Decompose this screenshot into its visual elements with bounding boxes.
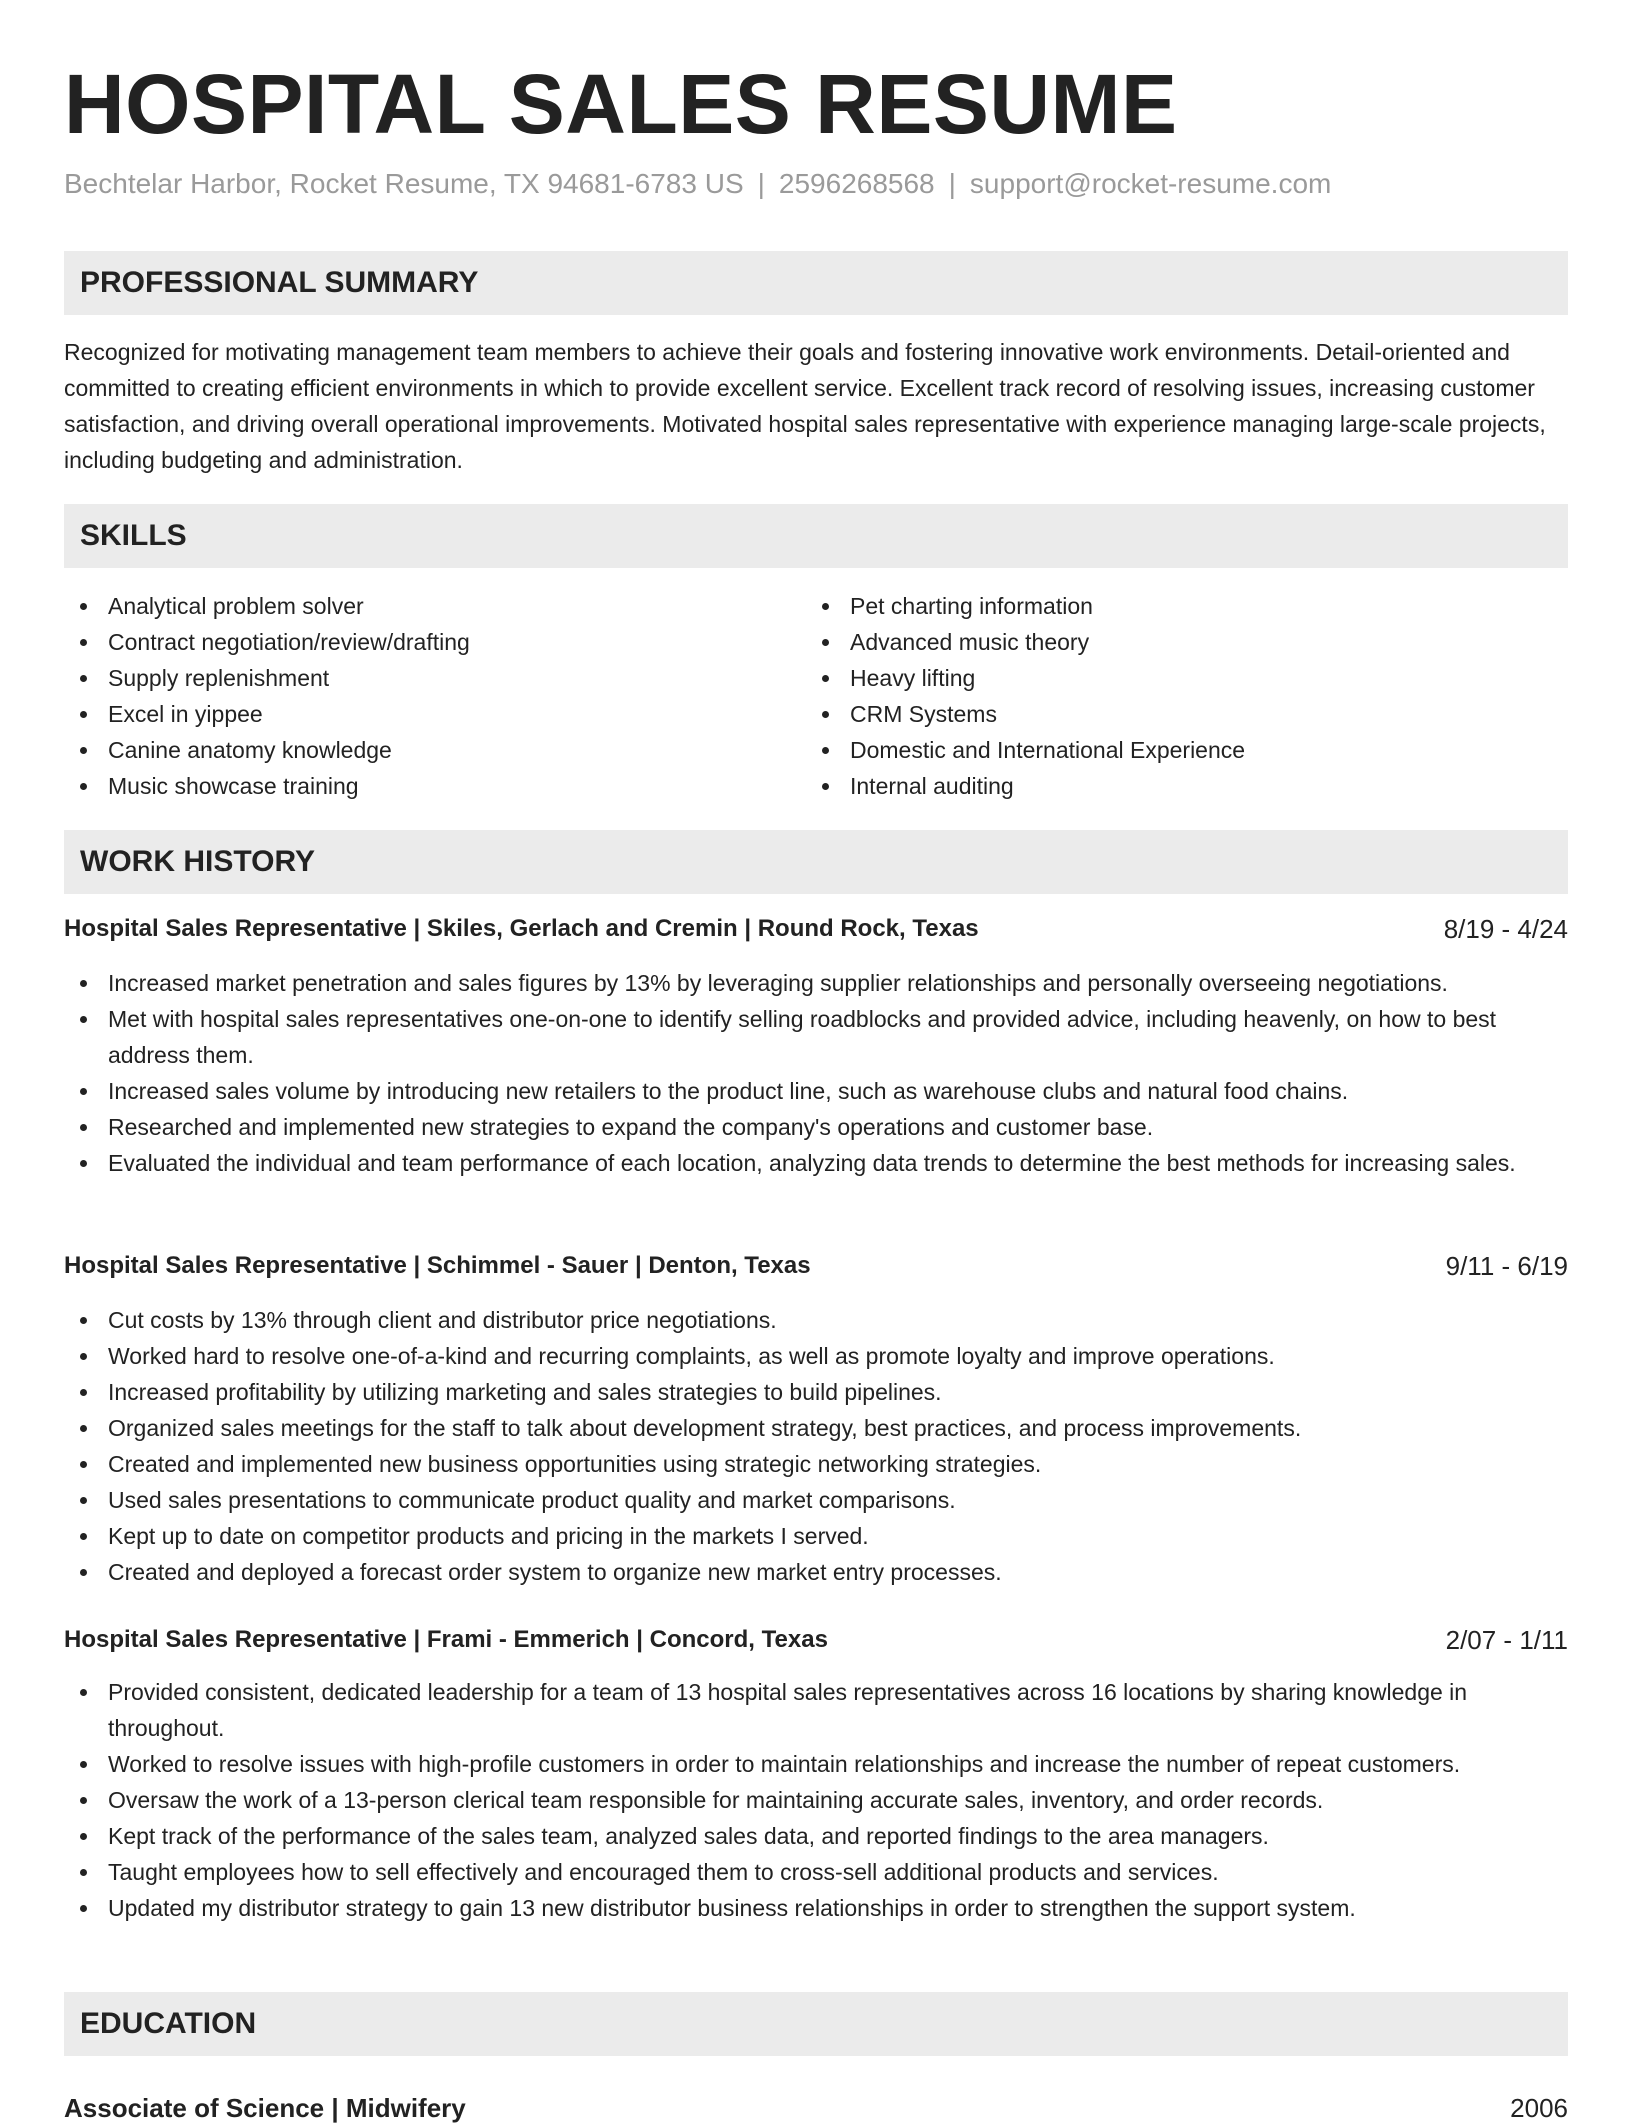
skill-item: Analytical problem solver (64, 588, 806, 624)
section-heading-skills: SKILLS (64, 504, 1568, 568)
skills-list (64, 588, 1568, 804)
job-dates: 8/19 - 4/24 (1443, 914, 1568, 944)
skill-item: Advanced music theory (806, 624, 1548, 660)
contact-separator: | (948, 168, 956, 199)
education-degree: Associate of Science | Midwifery (64, 2093, 466, 2123)
job-bullet: Increased market penetration and sales figures by 13% by leveraging supplier relationships and personally overseeing negotiations. (64, 965, 1568, 1001)
section-heading-work: WORK HISTORY (64, 830, 1568, 894)
skill-item: Music showcase training (64, 768, 806, 804)
skills-column-left (64, 588, 806, 804)
job-dates: 9/11 - 6/19 (1445, 1251, 1568, 1281)
job-bullet: Organized sales meetings for the staff to talk about development strategy, best practices, and process improvements. (64, 1410, 1568, 1446)
job-bullet: Oversaw the work of a 13-person clerical team responsible for maintaining accurate sales, inventory, and order records. (64, 1782, 1568, 1818)
job-bullet: Created and implemented new business opportunities using strategic networking strategies. (64, 1446, 1568, 1482)
job-header (64, 1622, 1568, 1658)
skill-item: Excel in yippee (64, 696, 806, 732)
section-heading-summary: PROFESSIONAL SUMMARY (64, 251, 1568, 315)
job-header (64, 1248, 1568, 1284)
education-entry (64, 2090, 1568, 2126)
job-bullet: Kept up to date on competitor products and pricing in the markets I served. (64, 1518, 1568, 1554)
skill-item: Canine anatomy knowledge (64, 732, 806, 768)
contact-line (64, 166, 1331, 202)
contact-separator: | (757, 168, 765, 199)
job-bullet: Worked to resolve issues with high-profile customers in order to maintain relationships and increase the number of repeat customers. (64, 1746, 1568, 1782)
job-title: Hospital Sales Representative | Schimmel - Sauer | Denton, Texas (64, 1252, 811, 1279)
summary-text: Recognized for motivating management team members to achieve their goals and fostering innovative work environments. Detail-oriented and committed to creating efficient environments in which to provide excellent service. Excellent track record of resolving issues, increasing customer satisfaction, and driving overall operational improvements. Motivated hospital sales representative with experience managing large-scale projects, including budgeting and administration. (64, 339, 1546, 473)
job-bullet: Created and deployed a forecast order system to organize new market entry processes. (64, 1554, 1568, 1590)
job-bullet: Cut costs by 13% through client and distributor price negotiations. (64, 1302, 1568, 1338)
job-bullet: Increased sales volume by introducing new retailers to the product line, such as warehouse clubs and natural food chains. (64, 1073, 1568, 1109)
skill-item: Internal auditing (806, 768, 1548, 804)
skill-item: CRM Systems (806, 696, 1548, 732)
skills-column-right (806, 588, 1548, 804)
job-title: Hospital Sales Representative | Frami - Emmerich | Concord, Texas (64, 1626, 828, 1653)
job-bullet: Evaluated the individual and team performance of each location, analyzing data trends to determine the best methods for increasing sales. (64, 1145, 1568, 1181)
contact-phone: 2596268568 (778, 168, 935, 199)
job-bullet: Updated my distributor strategy to gain 13 new distributor business relationships in order to strengthen the support system. (64, 1890, 1568, 1926)
job-bullet: Worked hard to resolve one-of-a-kind and recurring complaints, as well as promote loyalty and improve operations. (64, 1338, 1568, 1374)
job-bullet: Increased profitability by utilizing marketing and sales strategies to build pipelines. (64, 1374, 1568, 1410)
job-bullet: Taught employees how to sell effectively and encouraged them to cross-sell additional products and services. (64, 1854, 1568, 1890)
contact-address: Bechtelar Harbor, Rocket Resume, TX 94681-6783 US (64, 168, 744, 199)
skill-item: Contract negotiation/review/drafting (64, 624, 806, 660)
skill-item: Heavy lifting (806, 660, 1548, 696)
job-bullets (64, 1674, 1568, 1926)
job-bullets (64, 1302, 1568, 1590)
skill-item: Domestic and International Experience (806, 732, 1548, 768)
job-header (64, 911, 1568, 947)
job-bullet: Researched and implemented new strategies to expand the company's operations and customer base. (64, 1109, 1568, 1145)
skill-item: Pet charting information (806, 588, 1548, 624)
section-heading-education: EDUCATION (64, 1992, 1568, 2056)
skill-item: Supply replenishment (64, 660, 806, 696)
resume-title: HOSPITAL SALES RESUME (64, 57, 1178, 151)
job-bullet: Used sales presentations to communicate product quality and market comparisons. (64, 1482, 1568, 1518)
job-dates: 2/07 - 1/11 (1445, 1625, 1568, 1655)
education-year: 2006 (1510, 2093, 1568, 2123)
contact-email: support@rocket-resume.com (969, 168, 1332, 199)
job-bullet: Kept track of the performance of the sales team, analyzed sales data, and reported findings to the area managers. (64, 1818, 1568, 1854)
job-bullet: Provided consistent, dedicated leadership for a team of 13 hospital sales representatives across 16 locations by sharing knowledge in throughout. (64, 1674, 1568, 1746)
job-title: Hospital Sales Representative | Skiles, Gerlach and Cremin | Round Rock, Texas (64, 915, 979, 942)
job-bullet: Met with hospital sales representatives one-on-one to identify selling roadblocks and provided advice, including heavenly, on how to best address them. (64, 1001, 1568, 1073)
job-bullets (64, 965, 1568, 1181)
